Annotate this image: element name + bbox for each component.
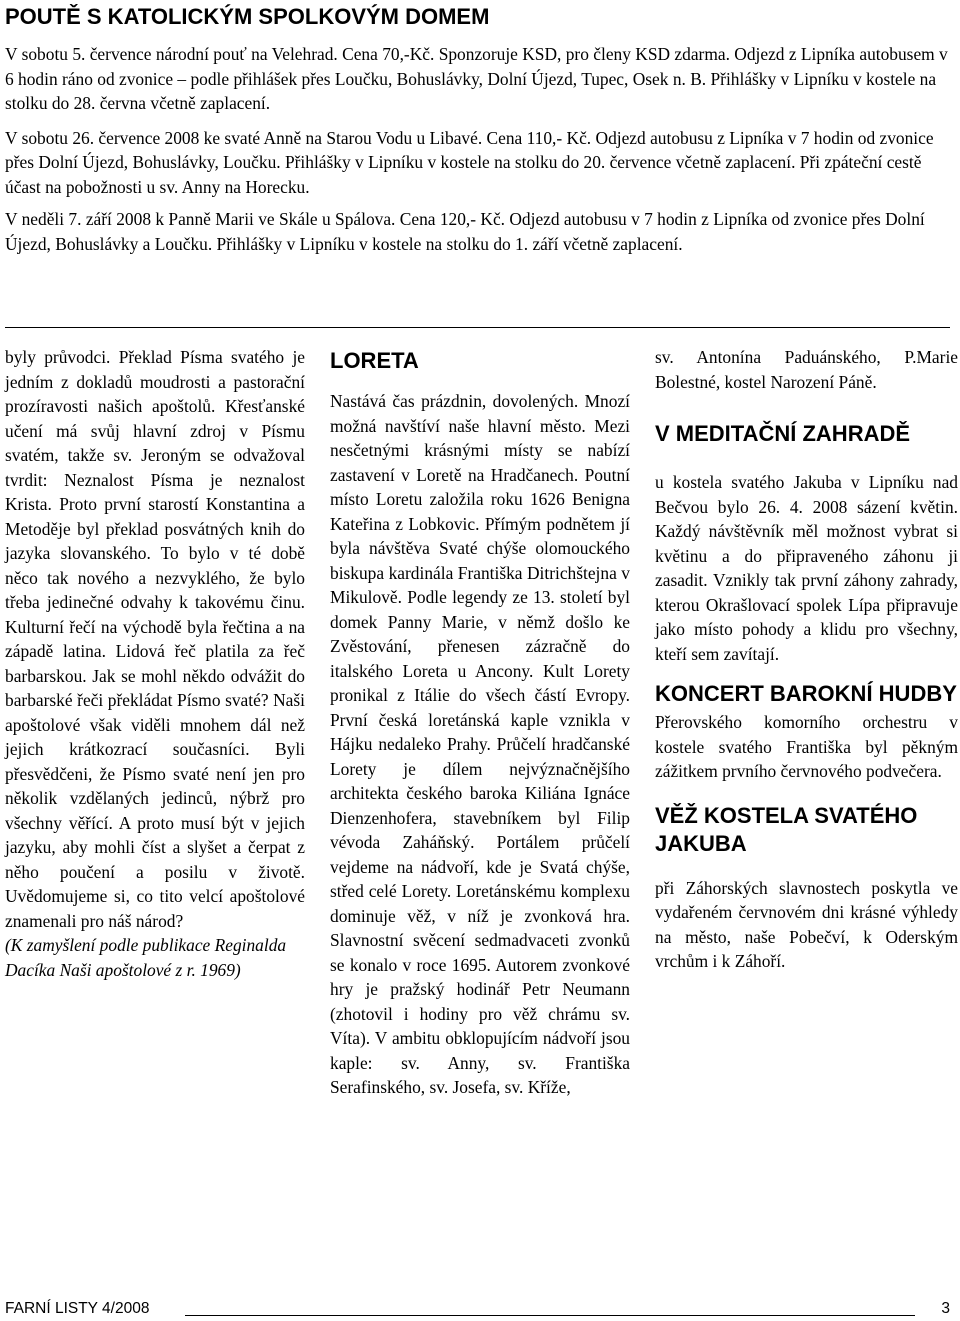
event-stara-voda: V sobotu 26. července 2008 ke svaté Anně na Starou Vodu u Libavé. Cena 110,- Kč. Odjezd autobusu z Lipníka v 7 hodin od zvonice přes Dolní Újezd, Bohuslávky, Loučku. Přihlášky v Lipníku v kostele na stolku do 20. července včetně zaplacení. Při zpáteční cestě účast na pobožnosti u sv. Anny na Horecku.	[5, 127, 934, 197]
column-middle	[330, 345, 630, 1100]
section-divider	[5, 327, 950, 328]
footer-rule	[185, 1315, 915, 1316]
loreta-continued: sv. Antonína Paduánského, P.Marie Bolestné, kostel Narození Páně.	[655, 347, 958, 392]
page-number: 3	[941, 1300, 950, 1317]
article-body-koncert: Přerovského komorního orchestru v kostele svatého Františka byl pěkným zážitkem prvního červnového podvečera.	[655, 712, 958, 781]
heading-loreta: LORETA	[330, 348, 419, 373]
heading-koncert: KONCERT BAROKNÍ HUDBY	[655, 681, 957, 706]
event-velehrad: V sobotu 5. července národní pouť na Velehrad. Cena 70,-Kč. Sponzoruje KSD, pro členy KSD zdarma. Odjezd z Lipníka autobusem v 6 hodin ráno od zvonice – podle přihlášek přes Loučku, Bohuslávky, Dolní Újezd, Tupec, Osek n. B. Přihlášky v Lipníku v kostele na stolku do 28. června včetně zaplacení.	[5, 44, 948, 113]
header-section	[5, 0, 950, 256]
article-source: (K zamyšlení podle publikace Reginalda Dacíka Naši apoštolové z r. 1969)	[5, 935, 287, 980]
article-body-loreta: Nastává čas prázdnin, dovolených. Mnozí možná navštíví naše hlavní město. Mezi nesčetnými krásnými místy se nabízí zastavení v Loretě na Hradčanech. Poutní místo Loretu založila roku 1626 Benigna Kateřina z Lobkovic. Přímým podnětem jí byla návštěva Svaté chýše olomouckého biskupa kardinála Františka Ditrichštejna v Mikulově. Podle legendy ze 13. století byl domek Panny Marie, v němž došlo ke Zvěstování, přenesen zázračně do italského Loreta u Ancony. Kult Lorety pronikal z Itálie do všech částí Evropy. První česká loretánská kaple vznikla v Hájku nedaleko Prahy. Průčelí hradčanské Lorety je dílem nejvýznačnějšího architekta českého baroka Kiliána Ignáce Dienzenhofera, stavebníkem byl Filip vévoda Zaháňský. Portálem průčelí vejdeme na nádvoří, kde je Svatá chýše, střed celé Lorety. Loretánskému komplexu dominuje věž, v níž je zvonková hra. Slavnostní svěcení sedmadvaceti zvonků se konalo v roce 1695. Autorem zvonkové hry je pražský hodinář Petr Neumann (zhotovil i hodiny pro věž chrámu sv. Víta). V ambitu obklopujícím nádvoří jsou kaple: sv. Anny, sv. Františka Serafinského, sv. Josefa, sv. Kříže,	[330, 391, 630, 1097]
article-body-zahrada: u kostela svatého Jakuba v Lipníku nad Bečvou bylo 26. 4. 2008 sázení květin. Každý návštěvník měl možnost vybrat si květinu a do připraveného záhonu ji zasadit. Vznikly tak první záhony zahrady, kterou Okrašlovací spolek Lípa připravuje jako místo pohody a klidu pro všechny, kteří sem zavítají.	[655, 472, 958, 664]
event-skala: V neděli 7. září 2008 k Panně Marii ve Skále u Spálova. Cena 120,- Kč. Odjezd autobusu v 7 hodin z Lipníka od zvonice přes Dolní Újezd, Bohuslávky a Loučku. Přihlášky v Lipníku v kostele na stolku do 1. září včetně zaplacení.	[5, 209, 925, 254]
article-body-left: byly průvodci. Překlad Písma svatého je jedním z dokladů moudrosti a pastorační prozíravosti našich apoštolů. Křesťanské učení má svůj hlavní zdroj v Písmu svatém, takže sv. Jeroným se odvažoval tvrdit: Neznalost Písma je neznalost Krista. Proto první starostí Konstantina a Metoděje byl překlad posvátných knih do jazyka slovanského. To bylo v té době něco tak nového a nezvyklého, že bylo třeba jedinečné odvahy k takovému činu. Kulturní řečí na východě byla řečtina a na západě latina. Lidová řeč platila za řeč barbarskou. Jak se mohl někdo odvážit do barbarské řeči překládat Písmo svaté? Naši apoštolové však viděli mnohem dál než jejich krátkozrací současníci. Byli přesvědčeni, že Písmo svaté není jen pro několik vzdělaných jedinců, nýbrž pro všechny věřící. A proto musí být v jejich jazyku, aby mohli číst a slyšet a čerpat z něho poučení a posilu v životě. Uvědomujeme si, co tito velcí apoštolové znamenali pro náš národ?	[5, 347, 305, 931]
publication-name: FARNÍ LISTY 4/2008	[5, 1300, 150, 1317]
page-title: POUTĚ S KATOLICKÝM SPOLKOVÝM DOMEM	[5, 4, 490, 29]
article-body-vez: při Záhorských slavnostech poskytla ve vydařeném červnovém dni krásné výhledy na město, naše Pobečví, k Oderským vrchům i k Záhoří.	[655, 877, 958, 971]
column-left	[5, 345, 305, 982]
heading-vez-kostela: VĚŽ KOSTELA SVATÉHO JAKUBA	[655, 802, 918, 856]
heading-meditacni-zahrada: V MEDITAČNÍ ZAHRADĚ	[655, 421, 911, 446]
column-right	[655, 345, 958, 974]
